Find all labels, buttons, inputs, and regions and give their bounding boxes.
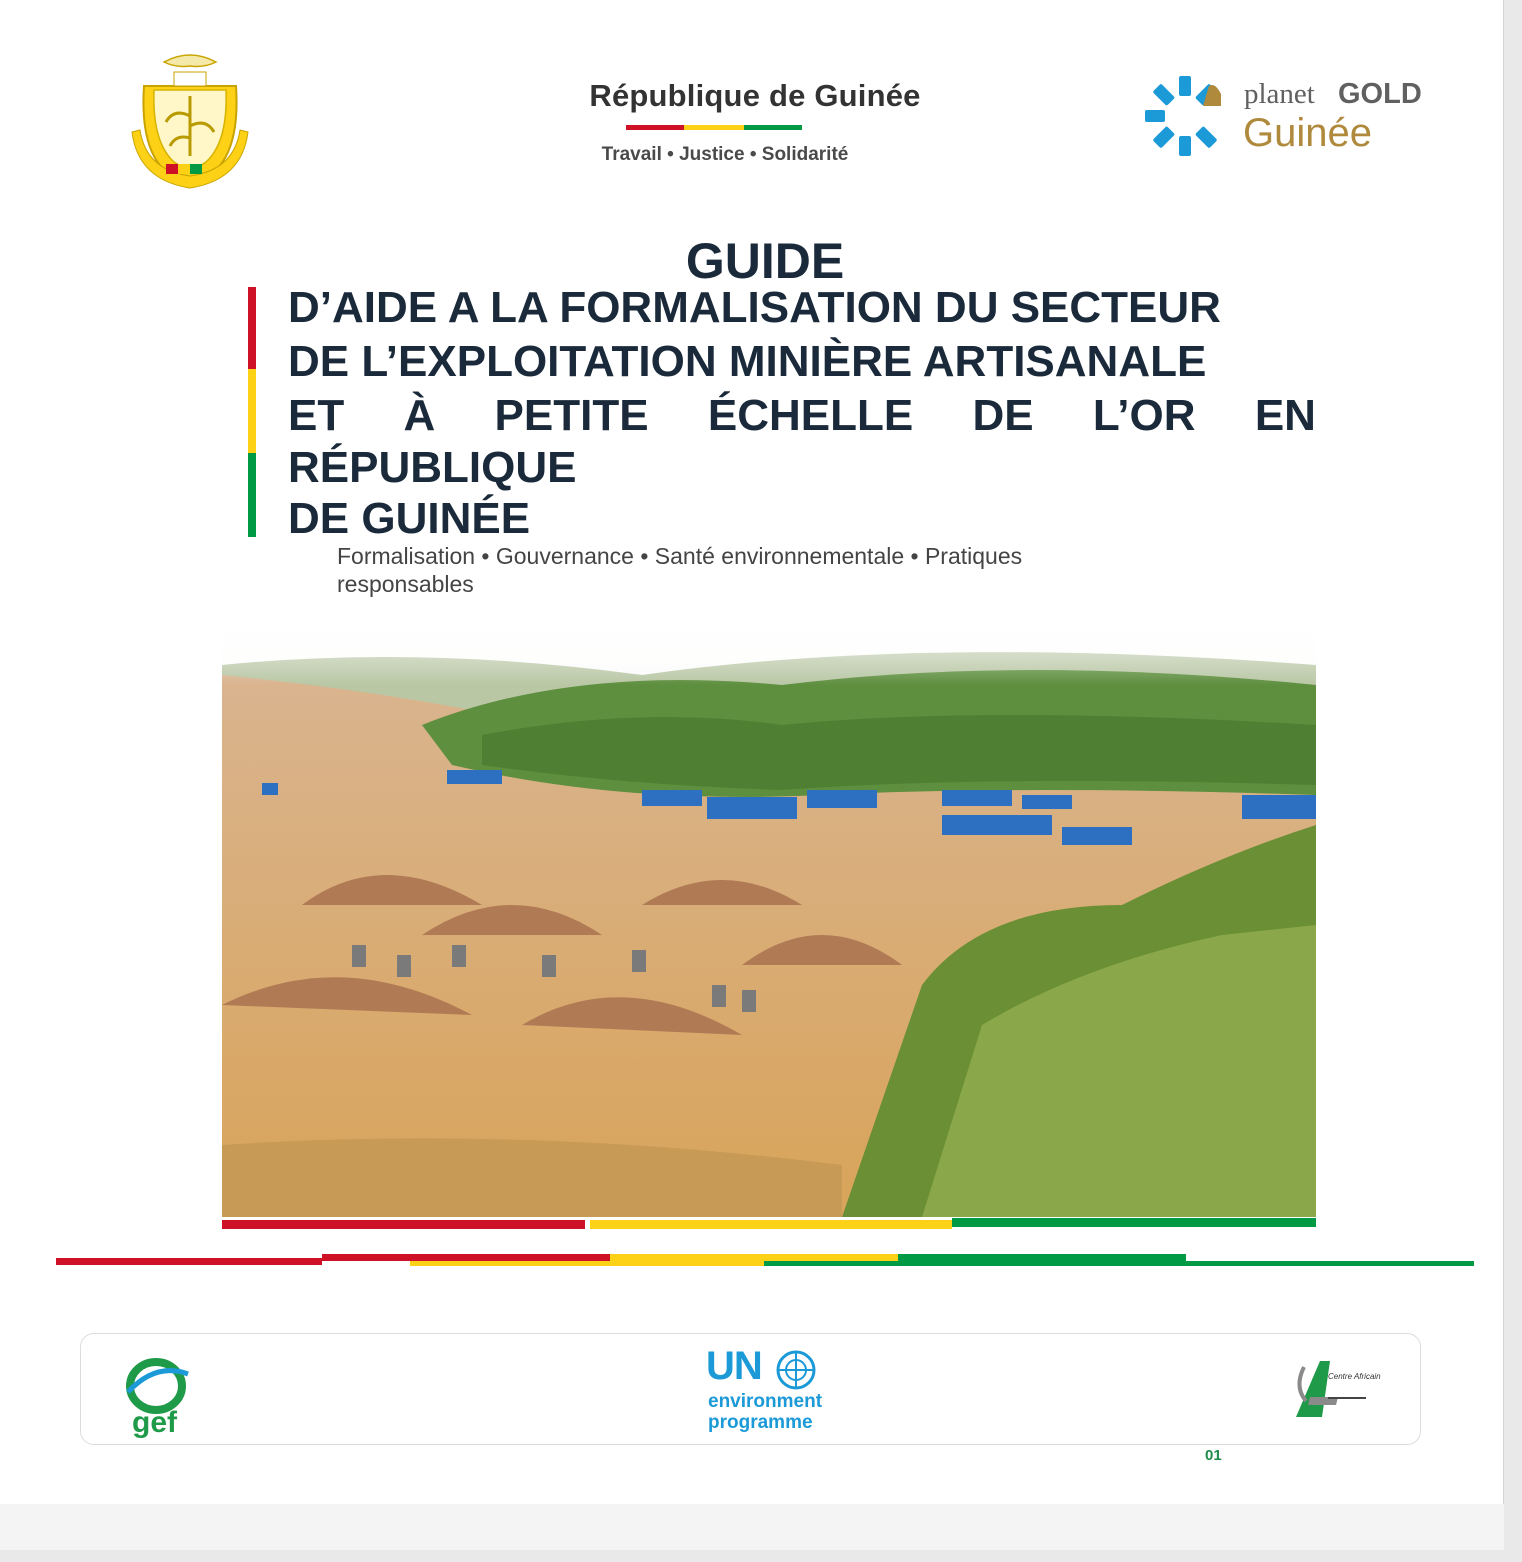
photo-stripe-green	[952, 1218, 1316, 1227]
page-number: 01	[1205, 1447, 1222, 1464]
title-word: À	[403, 391, 436, 440]
divider-yellow-2	[610, 1254, 898, 1261]
flag-stripe-yellow	[684, 125, 744, 130]
divider-red-1	[56, 1258, 322, 1265]
title-line-1: D’AIDE A LA FORMALISATION DU SECTEUR	[288, 283, 1221, 332]
title-word: L’OR	[1092, 391, 1196, 440]
planetgold-country-text: Guinée	[1243, 111, 1372, 155]
title-word: ET	[288, 391, 345, 440]
photo-stripe-red	[222, 1220, 585, 1229]
national-motto: Travail • Justice • Solidarité	[601, 144, 849, 165]
subtitle-keywords: Formalisation • Gouvernance • Santé environnementale • Pratiques responsables	[337, 543, 1023, 597]
title-bar-red	[248, 287, 256, 369]
guide-heading: GUIDE	[685, 233, 845, 289]
gef-logo-icon	[122, 1352, 192, 1439]
title-word: ÉCHELLE	[707, 391, 914, 440]
title-line-2: DE L’EXPLOITATION MINIÈRE ARTISANALE	[288, 337, 1207, 386]
guinea-coat-of-arms	[124, 46, 256, 192]
gef-text: gef	[132, 1406, 177, 1439]
title-word: PETITE	[494, 391, 649, 440]
divider-red-2	[322, 1254, 610, 1261]
divider-green-2	[898, 1254, 1186, 1261]
title-word: EN	[1254, 391, 1316, 440]
title-line-4: RÉPUBLIQUE	[288, 443, 577, 492]
un-logo-text: UN	[706, 1344, 762, 1388]
divider-green-1	[764, 1261, 1474, 1266]
un-line-1: environment	[708, 1391, 823, 1412]
flag-stripe-green	[744, 125, 802, 130]
planetgold-gold-text: GOLD	[1338, 78, 1422, 110]
title-word: DE	[972, 391, 1034, 440]
centre-africain-text: Centre Africain	[1328, 1372, 1381, 1381]
mining-site-photo	[222, 605, 1316, 1217]
divider-yellow-1	[410, 1261, 764, 1266]
planetgold-logo-icon	[1143, 74, 1227, 158]
title-bar-yellow	[248, 369, 256, 453]
country-title: République de Guinée	[589, 78, 921, 113]
un-line-2: programme	[708, 1412, 813, 1433]
title-bar-green	[248, 453, 256, 537]
planetgold-planet-text: planet	[1244, 78, 1315, 110]
centre-africain-logo-icon	[1292, 1357, 1381, 1419]
title-line-3	[288, 391, 1316, 441]
un-environment-programme	[708, 1391, 822, 1433]
flag-stripe-red	[626, 125, 684, 130]
un-emblem-icon	[774, 1348, 818, 1392]
photo-stripe-yellow	[590, 1220, 952, 1229]
title-line-5: DE GUINÉE	[288, 494, 531, 543]
viewer-background	[0, 1504, 1504, 1550]
